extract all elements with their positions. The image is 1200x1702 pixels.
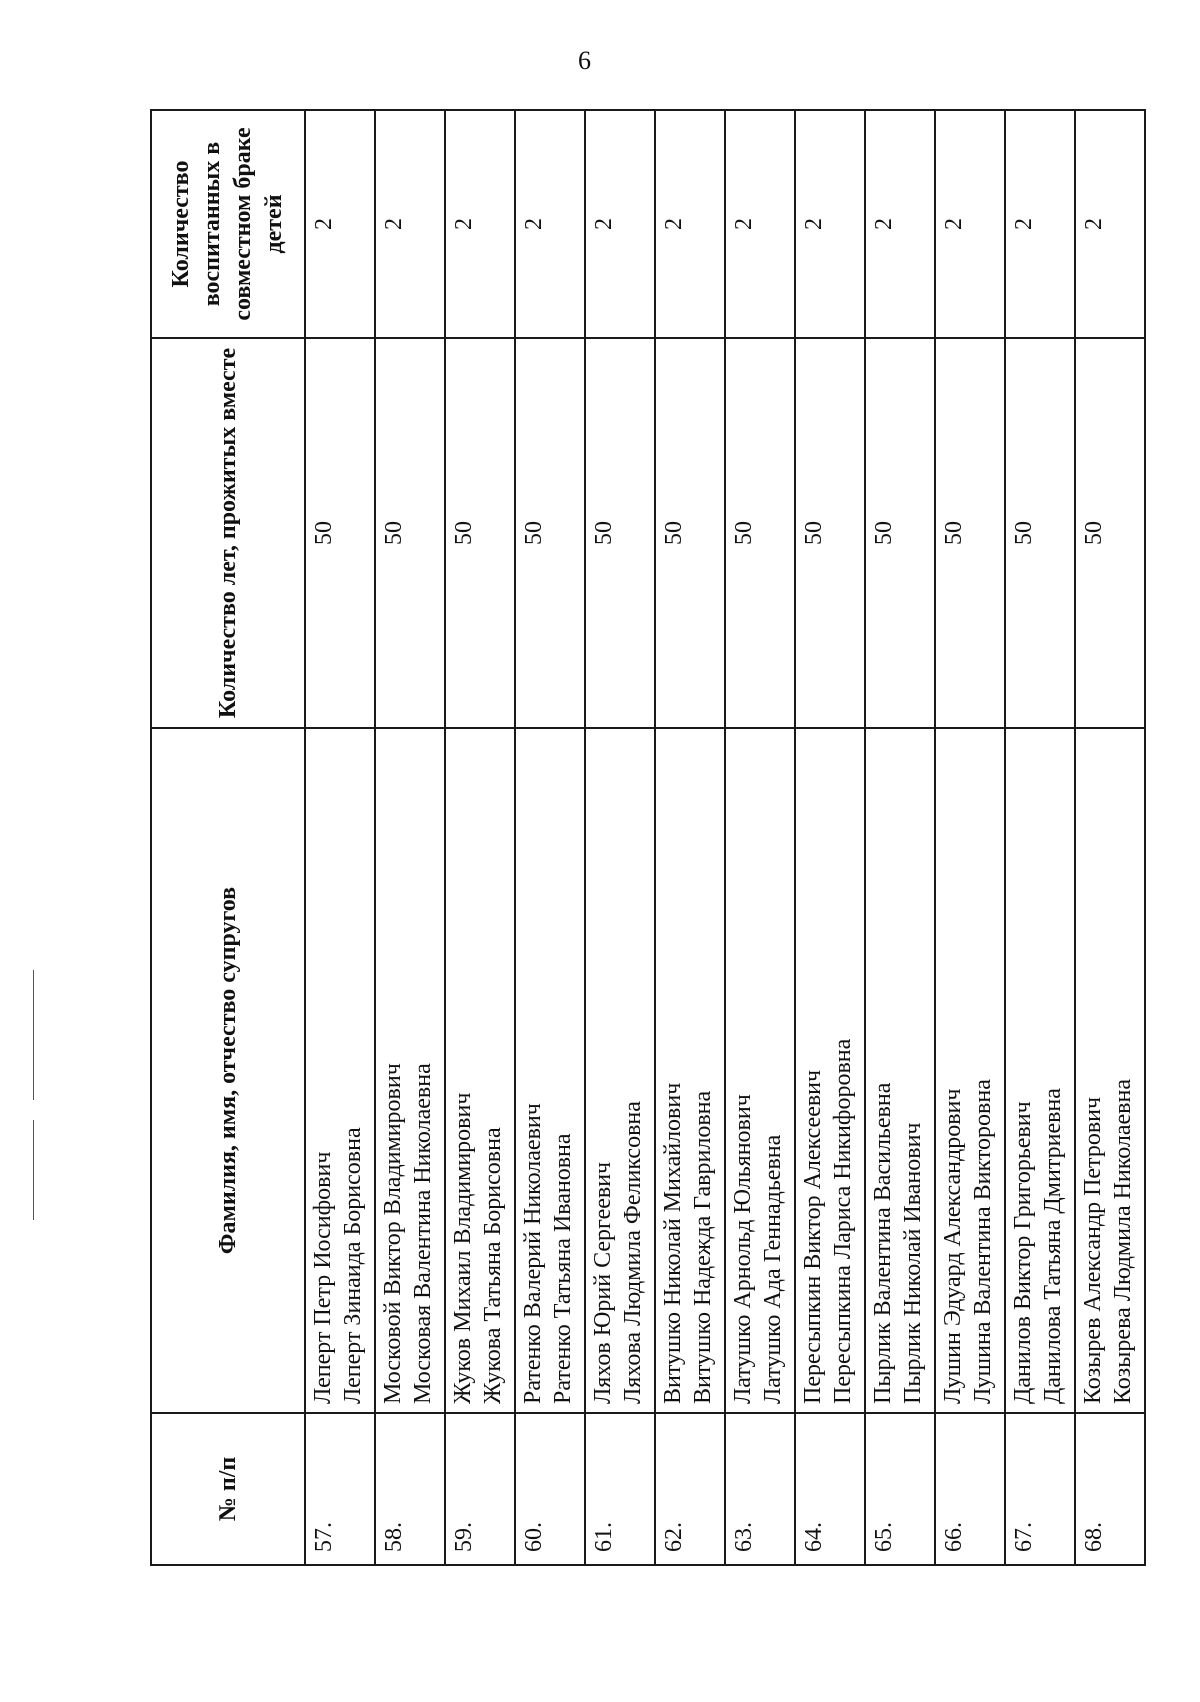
table-row [1005,110,1075,1565]
row-number: 67. [1005,1413,1075,1565]
spouses-names [865,728,935,1413]
years-together: 50 [725,338,795,728]
row-number: 61. [585,1413,655,1565]
spouses-names [515,728,585,1413]
children-count: 2 [515,110,585,338]
spouses-names [935,728,1005,1413]
wife-name: Витушко Надежда Гавриловна [690,1090,716,1404]
husband-name: Козырев Александр Петрович [1080,1096,1106,1404]
row-number: 65. [865,1413,935,1565]
table-row [935,110,1005,1565]
table-row [655,110,725,1565]
row-number: 68. [1075,1413,1145,1565]
children-count: 2 [305,110,375,338]
roster-body [305,110,1145,1565]
years-together: 50 [935,338,1005,728]
row-number: 66. [935,1413,1005,1565]
husband-name: Ратенко Валерий Николаевич [520,1103,546,1404]
roster-table-container [150,111,1136,1566]
wife-name: Ратенко Татьяна Ивановна [550,1133,576,1404]
spouses-names [655,728,725,1413]
row-number: 63. [725,1413,795,1565]
wife-name: Ляхова Людмила Феликсовна [620,1101,646,1404]
children-count: 2 [1075,110,1145,338]
years-together: 50 [375,338,445,728]
wife-name: Данилова Татьяна Дмитриевна [1040,1088,1066,1404]
header-years: Количество лет, прожитых вместе [151,338,305,728]
table-row [585,110,655,1565]
wife-name: Пырлик Николай Иванович [900,1122,926,1404]
row-number: 58. [375,1413,445,1565]
row-number: 59. [445,1413,515,1565]
children-count: 2 [375,110,445,338]
spouses-names [1005,728,1075,1413]
table-row [1075,110,1145,1565]
husband-name: Латушко Арнольд Юльянович [730,1094,756,1404]
children-count: 2 [865,110,935,338]
table-row [865,110,935,1565]
spouses-names [795,728,865,1413]
header-names: Фамилия, имя, отчество супругов [151,728,305,1413]
husband-name: Московой Виктор Владимирович [380,1063,406,1404]
header-row [151,110,305,1565]
husband-name: Жуков Михаил Владимирович [450,1092,476,1404]
children-count: 2 [795,110,865,338]
husband-name: Лушин Эдуард Александрович [940,1088,966,1404]
husband-name: Пырлик Валентина Васильевна [870,1082,896,1404]
husband-name: Ляхов Юрий Сергеевич [590,1161,616,1404]
spouses-names [585,728,655,1413]
years-together: 50 [305,338,375,728]
spouses-names [305,728,375,1413]
spouses-names [375,728,445,1413]
wife-name: Леперт Зинаида Борисовна [340,1127,366,1404]
couples-roster-table [150,109,1146,1566]
table-row [305,110,375,1565]
spouses-names [445,728,515,1413]
children-count: 2 [655,110,725,338]
husband-name: Данилов Виктор Григорьевич [1010,1101,1036,1404]
page-number: 6 [578,46,591,75]
years-together: 50 [445,338,515,728]
children-count: 2 [585,110,655,338]
scan-artifact-line [33,1120,34,1220]
table-row [445,110,515,1565]
children-count: 2 [445,110,515,338]
scan-artifact-line [33,970,34,1100]
wife-name: Пересыпкина Лариса Никифоровна [830,1038,856,1404]
children-count: 2 [935,110,1005,338]
husband-name: Пересыпкин Виктор Алексеевич [800,1069,826,1404]
years-together: 50 [1005,338,1075,728]
wife-name: Жукова Татьяна Борисовна [480,1127,506,1404]
header-num: № п/п [151,1413,305,1565]
husband-name: Витушко Николай Михайлович [660,1082,686,1404]
wife-name: Московая Валентина Николаевна [410,1063,436,1404]
row-number: 60. [515,1413,585,1565]
table-row [375,110,445,1565]
husband-name: Леперт Петр Иосифович [310,1151,336,1404]
wife-name: Лушина Валентина Викторовна [970,1079,996,1404]
table-row [515,110,585,1565]
years-together: 50 [515,338,585,728]
table-row [795,110,865,1565]
spouses-names [725,728,795,1413]
roster-table-rotated [150,111,1136,1566]
row-number: 57. [305,1413,375,1565]
children-count: 2 [1005,110,1075,338]
row-number: 62. [655,1413,725,1565]
row-number: 64. [795,1413,865,1565]
wife-name: Латушко Ада Геннадьевна [760,1134,786,1404]
header-children: Количество воспитанных в совместном браке детей [151,110,305,338]
years-together: 50 [655,338,725,728]
years-together: 50 [585,338,655,728]
children-count: 2 [725,110,795,338]
years-together: 50 [795,338,865,728]
years-together: 50 [1075,338,1145,728]
table-row [725,110,795,1565]
wife-name: Козырева Людмила Николаевна [1110,1078,1136,1404]
years-together: 50 [865,338,935,728]
spouses-names [1075,728,1145,1413]
